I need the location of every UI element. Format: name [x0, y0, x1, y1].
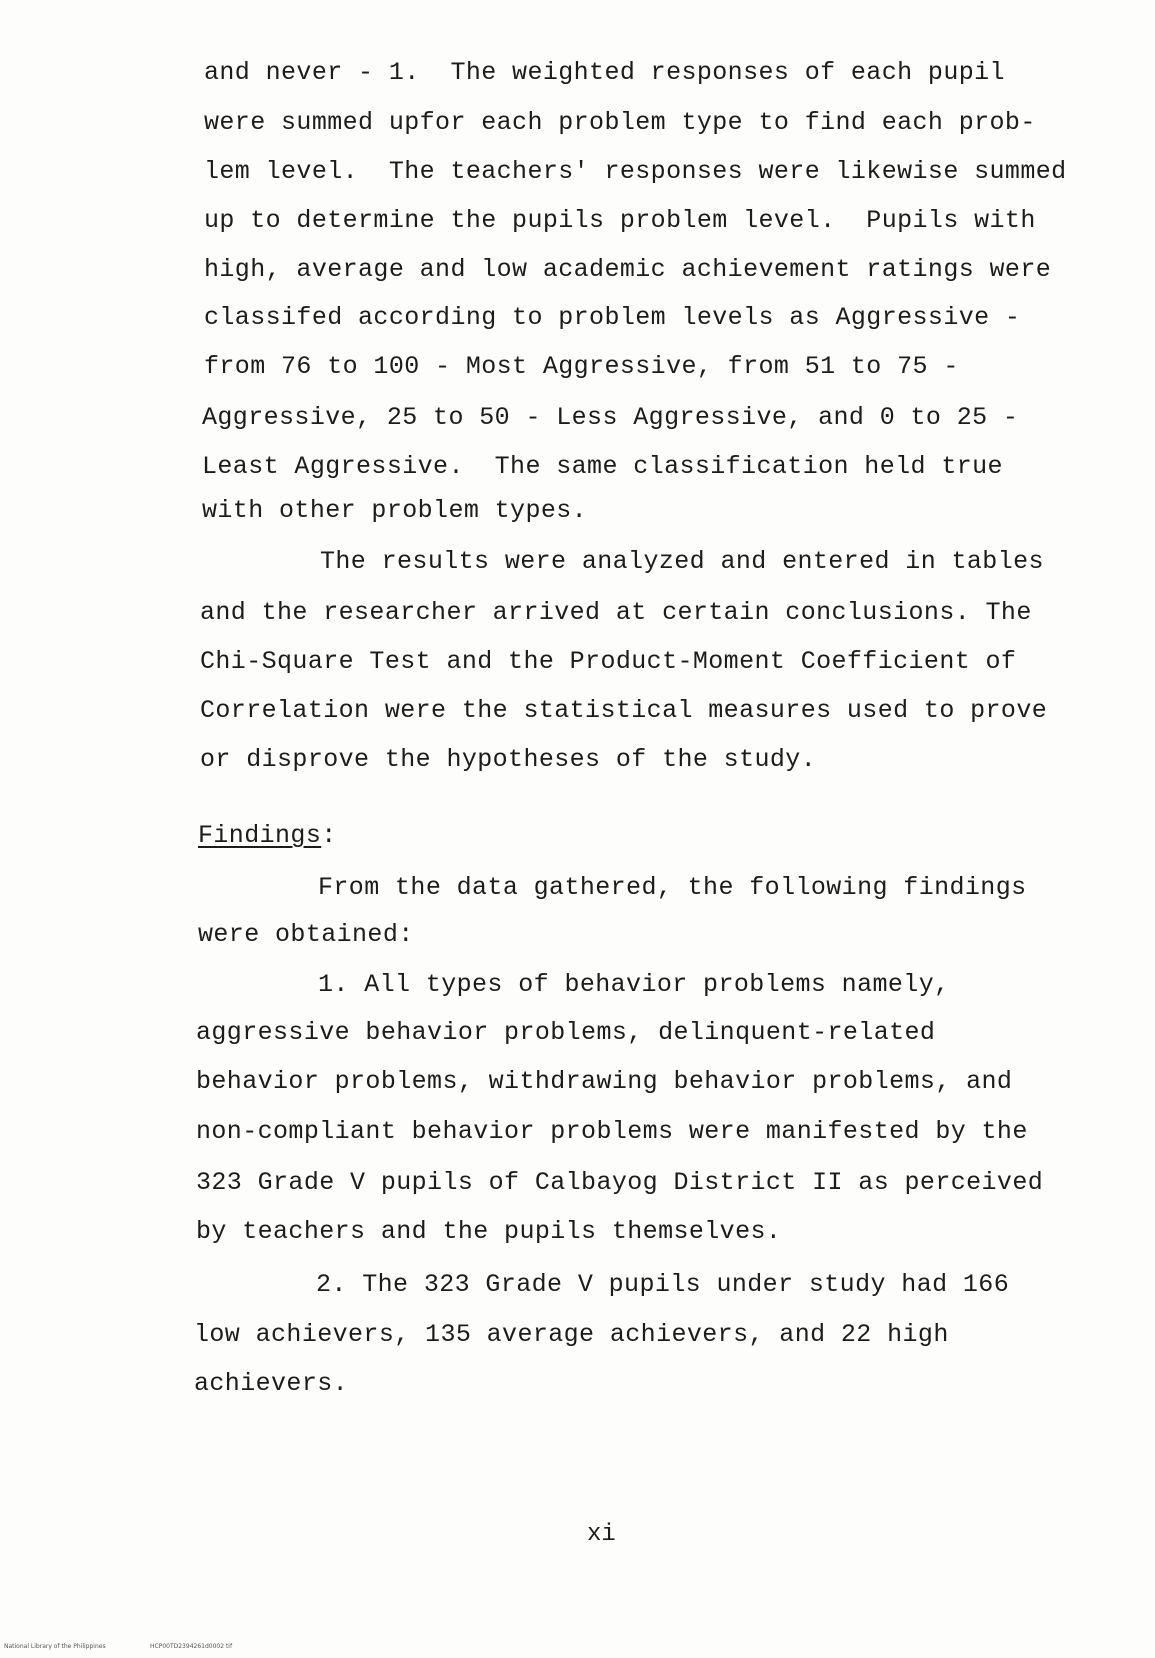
- paragraph-2-line-3: Chi-Square Test and the Product-Moment Coefficient of: [200, 647, 1017, 676]
- footer-file-code: HCP00TD2394261d0002 tif: [150, 1643, 233, 1650]
- finding-1-line-1: 1. All types of behavior problems namely,: [318, 970, 950, 999]
- finding-2-line-1: 2. The 323 Grade V pupils under study had 166: [316, 1270, 1010, 1299]
- paragraph-1-line-4: up to determine the pupils problem level. Pupils with: [204, 206, 1036, 235]
- paragraph-2-line-4: Correlation were the statistical measures used to prove: [200, 696, 1048, 725]
- paragraph-1-line-7: from 76 to 100 - Most Aggressive, from 51 to 75 -: [204, 352, 959, 381]
- paragraph-2-line-1: The results were analyzed and entered in tables: [320, 547, 1044, 576]
- paragraph-1-line-6: classifed according to problem levels as Aggressive -: [204, 303, 1021, 332]
- findings-intro-line-2: were obtained:: [198, 920, 414, 949]
- finding-1-line-3: behavior problems, withdrawing behavior problems, and: [196, 1067, 1013, 1096]
- finding-2-line-2: low achievers, 135 average achievers, and 22 high: [194, 1320, 949, 1349]
- finding-1-line-6: by teachers and the pupils themselves.: [196, 1217, 782, 1246]
- paragraph-2-line-5: or disprove the hypotheses of the study.: [200, 745, 817, 774]
- paragraph-1-line-2: were summed upfor each problem type to find each prob-: [204, 108, 1036, 137]
- findings-intro-line-1: From the data gathered, the following findings: [318, 873, 1027, 902]
- paragraph-1-line-8: Aggressive, 25 to 50 - Less Aggressive, and 0 to 25 -: [202, 403, 1019, 432]
- paragraph-1-line-9: Least Aggressive. The same classification held true: [202, 452, 1003, 481]
- paragraph-2-line-2: and the researcher arrived at certain conclusions. The: [200, 598, 1032, 627]
- paragraph-1-line-5: high, average and low academic achievement ratings were: [204, 255, 1052, 284]
- page-number: xi: [587, 1521, 616, 1548]
- finding-2-line-3: achievers.: [194, 1369, 349, 1398]
- footer-library-label: National Library of the Philippines: [4, 1643, 106, 1650]
- findings-heading: Findings: [198, 821, 322, 850]
- findings-heading-colon: :: [321, 821, 337, 850]
- finding-1-line-2: aggressive behavior problems, delinquent-related: [196, 1018, 936, 1047]
- findings-heading-row: [198, 821, 337, 851]
- paragraph-1-line-10: with other problem types.: [202, 496, 588, 525]
- finding-1-line-5: 323 Grade V pupils of Calbayog District II as perceived: [196, 1168, 1044, 1197]
- finding-1-line-4: non-compliant behavior problems were manifested by the: [196, 1117, 1028, 1146]
- paragraph-1-line-3: lem level. The teachers' responses were likewise summed: [204, 157, 1067, 186]
- paragraph-1-line-1: and never - 1. The weighted responses of each pupil: [204, 58, 1005, 87]
